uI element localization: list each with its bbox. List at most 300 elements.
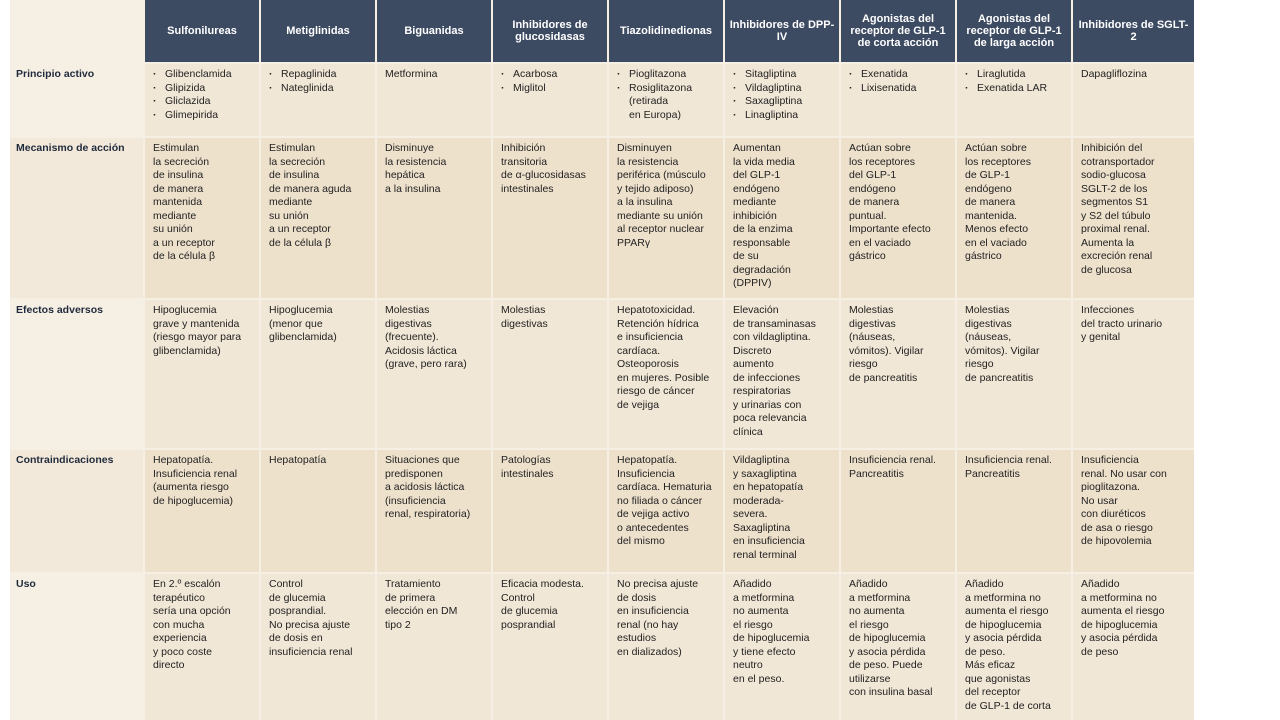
cell-line: gástrico [965,250,1002,262]
cell-line: Dapagliflozina [1081,68,1147,80]
table-cell [724,137,840,299]
cell-line: excreción renal [1081,250,1153,262]
cell-line: Hipoglucemia [153,304,217,316]
table-header [10,0,1194,63]
cell-line: digestivas [501,317,548,330]
cell-line: en el peso. [733,672,785,685]
cell-line: de infecciones [733,371,801,384]
cell-line: de GLP-1 de corta [965,699,1051,712]
cell-line: Molestias [385,304,430,316]
cell-line: del mismo [617,535,665,547]
table-cell [840,137,956,299]
cell-line: (náuseas, [849,331,896,343]
cell-line: no aumenta [733,605,789,617]
cell-line: la secreción [153,155,210,168]
cell-line: en Europa) [629,108,681,121]
cell-line: del tracto urinario [1081,317,1163,330]
cell-line: y poco coste [153,645,212,658]
cell-line: hepática [385,169,425,181]
cell-line: al receptor nuclear [617,223,704,235]
cell-line: intestinales [501,182,554,195]
cell-line: de vejiga [617,398,660,411]
table-cell [144,573,260,720]
cell-line: Añadido [733,578,772,590]
cell-line: con insulina basal [849,686,933,698]
table-cell [956,63,1072,137]
cell-line: Retención hídrica [617,317,699,330]
cell-line: renal, respiratoria) [385,508,471,520]
table-cell [1072,137,1194,299]
cell-line: Discreto [733,344,772,357]
cell-line: digestivas [849,317,896,330]
table-cell [608,137,724,299]
cell-line: experiencia [153,632,207,644]
cell-line: de manera [849,196,900,208]
cell-line: renal (no hay [617,618,679,631]
cell-line: Insuficiencia [617,467,675,480]
header-tiazolidinedionas: Tiazolidinedionas [608,0,724,63]
cell-line: (insuficiencia [385,494,446,507]
cell-line: a la insulina [385,182,441,195]
cell-line: mediante [153,209,197,222]
cell-line: y tejido adiposo) [617,182,694,195]
table-cell [724,299,840,449]
cell-line: Hepatopatía. [617,454,678,466]
header-inhibidores-sglt2: Inhibidores de SGLT-2 [1072,0,1194,63]
cell-line: y tiene efecto [733,645,796,658]
cell-line: · Glipizida [153,82,254,96]
table-cell [956,449,1072,573]
cell-line: Hepatotoxicidad. [617,304,696,316]
cell-line: Añadido [849,578,888,590]
cell-line: aumento [733,358,774,370]
cell-line: Molestias [849,304,894,316]
cell-line: intestinales [501,467,554,480]
cell-line: en hepatopatía [733,481,804,493]
cell-line: (frecuente). [385,331,439,343]
table-cell [492,573,608,720]
cell-line: poca relevancia [733,412,807,424]
cell-line: mediante su unión [617,209,703,222]
table-row [10,137,1194,299]
cell-line: Infecciones [1081,304,1135,316]
cell-line: vómitos). Vigilar [849,344,924,357]
cell-line: de hipoglucemia) [153,494,233,507]
cell-line: de primera [385,591,436,604]
cell-line: Disminuyen [617,142,672,154]
cell-line: y genital [1081,331,1121,343]
cell-line: · Rosiglitazona [617,82,718,96]
cell-line: sodio-glucosa [1081,169,1146,181]
table-cell [492,137,608,299]
cell-line: Disminuye [385,142,435,154]
table-cell [492,63,608,137]
cell-line: del receptor [965,686,1021,698]
cell-line: cardíaca. Hematuria [617,481,712,493]
cell-line: Aumenta la [1081,236,1135,249]
cell-line: Control [501,591,535,604]
cell-line: Osteoporosis [617,358,679,370]
cell-line: insuficiencia renal [269,645,353,658]
cell-line: el riesgo [733,618,773,631]
cell-line: estudios [617,632,657,644]
cell-line: endógeno [849,182,896,195]
cell-line: endógeno [965,182,1012,195]
cell-line: moderada- [733,494,784,507]
table-cell [144,299,260,449]
cell-line: de transaminasas [733,317,816,330]
cell-line: utilizarse [849,672,891,685]
cell-line: proximal renal. [1081,223,1150,235]
table-cell [260,63,376,137]
cell-line: a metformina no [1081,591,1157,604]
cell-line: No precisa ajuste [617,578,699,590]
drug-comparison-sheet [10,0,1194,720]
cell-line: grave y mantenida [153,317,240,330]
table-cell [724,63,840,137]
cell-line: de insulina [153,169,204,181]
cell-line: de GLP-1 [965,169,1010,181]
cell-line: (aumenta riesgo [153,481,229,493]
table-cell [260,299,376,449]
cell-line: degradación [733,263,791,276]
cell-line: · Gliclazida [153,95,254,109]
cell-line: con diuréticos [1081,508,1146,520]
cell-line: En 2.º escalón [153,578,221,590]
cell-line: Hipoglucemia [269,304,333,316]
table-cell [1072,63,1194,137]
cell-line: (náuseas, [965,331,1012,343]
cell-line: (DPPIV) [733,277,772,289]
table-cell [840,449,956,573]
cell-line: la secreción [269,155,326,168]
cell-line: glibenclamida) [153,344,221,357]
cell-line: Inhibición del [1081,142,1143,154]
cell-line: de α-glucosidasas [501,169,586,181]
cell-line: (retirada [629,95,669,107]
cell-line: · Pioglitazona [617,68,718,82]
cell-line: de hipoglucemia [733,632,810,644]
cell-line: · Exenatida [849,68,950,82]
cell-line: renal. No usar con [1081,467,1167,480]
header-biguanidas: Biguanidas [376,0,492,63]
cell-line: Saxagliptina [733,521,791,534]
cell-line: cardíaca. [617,344,661,357]
cell-line: de vejiga activo [617,508,690,520]
table-cell [376,63,492,137]
table-cell [608,63,724,137]
cell-line: de hipovolemia [1081,535,1152,547]
table-cell [840,573,956,720]
cell-line: endógeno [733,182,780,195]
cell-line: severa. [733,508,768,520]
cell-line: posprandial [501,618,556,631]
cell-line: de peso. [965,645,1006,658]
cell-line: · Liraglutida [965,68,1066,82]
cell-line: Pancreatitis [965,467,1020,480]
cell-line: Elevación [733,304,779,316]
cell-line: vómitos). Vigilar [965,344,1040,357]
cell-line: a un receptor [153,236,215,249]
antidiabetic-drugs-table [10,0,1194,720]
cell-line: de la célula β [269,236,332,249]
cell-line: a acidosis láctica [385,481,465,493]
table-row [10,449,1194,573]
table-cell [260,449,376,573]
cell-line: Insuficiencia renal [153,467,238,480]
cell-line: Menos efecto [965,223,1029,235]
cell-line: · Nateglinida [269,82,370,96]
cell-line: de dosis en [269,632,323,644]
cell-line: periférica (músculo [617,169,706,181]
table-body [10,63,1194,720]
header-inhibidores-glucosidasas: Inhibidores de glucosidasas [492,0,608,63]
cell-line: y asocia pérdida [1081,632,1158,644]
cell-line: de dosis [617,591,657,604]
row-label: Efectos adversos [10,299,144,449]
table-cell [608,299,724,449]
cell-line: Pancreatitis [849,467,904,480]
cell-line: la resistencia [385,155,447,168]
cell-line: de hipoglucemia [965,618,1042,631]
cell-line: · Glimepirida [153,109,254,123]
cell-line: Estimulan [153,142,200,154]
cell-line: de hipoglucemia [849,632,926,644]
cell-line: Hepatopatía [269,454,327,466]
row-label: Uso [10,573,144,720]
cell-line: de pancreatitis [965,371,1034,384]
cell-line: Inhibición [501,142,546,154]
cell-line: de glucemia [269,591,326,604]
cell-line: · Glibenclamida [153,68,254,82]
cell-line: aumenta el riesgo [965,605,1049,617]
cell-line: · Vildagliptina [733,82,834,96]
cell-line: gástrico [849,250,886,262]
header-glp1-larga: Agonistas del receptor de GLP-1 de larga acción [956,0,1072,63]
cell-line: (grave, pero rara) [385,358,467,370]
cell-line: Molestias [501,304,546,316]
cell-line: (riesgo mayor para [153,331,242,343]
cell-line: y saxagliptina [733,467,797,480]
cell-line: segmentos S1 [1081,196,1149,208]
cell-line: responsable [733,236,791,249]
cell-line: · Acarbosa [501,68,602,82]
cell-line: su unión [153,223,193,235]
table-cell [956,573,1072,720]
cell-line: a metformina [733,591,795,604]
cell-line: en el vaciado [965,236,1027,249]
cell-line: Tratamiento [385,578,441,590]
cell-line: glibenclamida) [269,331,337,343]
cell-line: riesgo [965,358,994,370]
cell-line: de insulina [269,169,320,181]
cell-line: cotransportador [1081,155,1155,168]
cell-line: que agonistas [965,672,1031,685]
table-cell [144,449,260,573]
cell-line: de peso. Puede [849,659,923,671]
cell-line: con vildagliptina. [733,331,811,343]
table-row [10,573,1194,720]
cell-line: en dializados) [617,645,682,658]
table-cell [956,299,1072,449]
header-sulfonilureas: Sulfonilureas [144,0,260,63]
cell-line: Molestias [965,304,1010,316]
cell-line: respiratorias [733,385,791,397]
cell-line: riesgo de cáncer [617,385,695,397]
cell-line: en insuficiencia [733,535,805,547]
cell-line: Más eficaz [965,659,1016,671]
cell-line: · Exenatida LAR [965,82,1066,96]
cell-line: de glucemia [501,605,558,617]
table-cell [608,573,724,720]
cell-line: la vida media [733,155,795,168]
cell-line: o antecedentes [617,521,689,534]
cell-line: riesgo [849,358,878,370]
cell-line: los receptores [849,155,915,168]
cell-line: aumenta el riesgo [1081,605,1165,617]
table-row [10,299,1194,449]
cell-line: renal terminal [733,548,797,561]
cell-line: y asocia pérdida [965,632,1042,644]
table-cell [840,63,956,137]
table-cell [492,449,608,573]
cell-line: Estimulan [269,142,316,154]
cell-line: y urinarias con [733,398,802,411]
cell-line: la resistencia [617,155,679,168]
cell-line: directo [153,659,185,671]
cell-line: mediante [733,196,777,208]
header-corner [10,0,144,63]
row-label: Contraindicaciones [10,449,144,573]
table-cell [376,137,492,299]
cell-line: de la enzima [733,223,793,235]
cell-line: · Sitagliptina [733,68,834,82]
cell-line: neutro [733,659,763,671]
cell-line: SGLT-2 de los [1081,182,1148,195]
cell-line: pioglitazona. [1081,481,1140,493]
cell-line: de peso [1081,645,1119,658]
cell-line: de la célula β [153,250,216,262]
cell-line: · Saxagliptina [733,95,834,109]
cell-line: Eficacia modesta. [501,578,584,590]
table-cell [724,573,840,720]
cell-line: no filiada o cáncer [617,494,703,507]
table-cell [376,449,492,573]
cell-line: digestivas [965,317,1012,330]
table-cell [144,63,260,137]
table-cell [144,137,260,299]
table-cell [956,137,1072,299]
cell-line: de hipoglucemia [1081,618,1158,631]
cell-line: y S2 del túbulo [1081,209,1151,222]
cell-line: de manera [965,196,1016,208]
cell-line: del GLP-1 [733,169,781,181]
cell-line: su unión [269,209,309,222]
cell-line: el riesgo [849,618,889,631]
cell-line: PPARγ [617,236,651,249]
cell-line: a la insulina [617,196,673,208]
table-cell [376,299,492,449]
cell-line: Hepatopatía. [153,454,214,466]
table-cell [492,299,608,449]
table-cell [608,449,724,573]
cell-line: en el vaciado [849,236,911,249]
cell-line: y asocia pérdida [849,645,926,658]
cell-line: de manera aguda [269,182,352,195]
cell-line: Actúan sobre [965,142,1027,154]
cell-line: a un receptor [269,223,331,235]
table-cell [1072,299,1194,449]
cell-line: (menor que [269,317,323,330]
cell-line: Añadido [1081,578,1120,590]
cell-line: Situaciones que [385,454,460,466]
cell-line: elección en DM [385,605,458,617]
cell-line: Insuficiencia [1081,454,1139,466]
table-cell [260,573,376,720]
cell-line: Añadido [965,578,1004,590]
cell-line: a metformina [849,591,911,604]
table-cell [840,299,956,449]
cell-line: mediante [269,196,313,208]
cell-line: Importante efecto [849,223,931,235]
cell-line: Insuficiencia renal. [965,454,1052,466]
cell-line: con mucha [153,618,205,631]
row-label: Mecanismo de acción [10,137,144,299]
cell-line: Control [269,578,303,590]
cell-line: posprandial. [269,605,327,617]
cell-line: de asa o riesgo [1081,521,1153,534]
cell-line: tipo 2 [385,618,411,631]
table-row [10,63,1194,137]
cell-line: Patologías [501,454,551,466]
header-glp1-corta: Agonistas del receptor de GLP-1 de corta acción [840,0,956,63]
row-label: Principio activo [10,63,144,137]
cell-line: · Repaglinida [269,68,370,82]
table-cell [1072,573,1194,720]
cell-line: clínica [733,425,763,438]
table-cell [260,137,376,299]
cell-line: Vildagliptina [733,454,790,466]
table-cell [1072,449,1194,573]
cell-line: digestivas [385,317,432,330]
cell-line: Acidosis láctica [385,344,457,357]
cell-line: transitoria [501,155,548,168]
cell-line: en insuficiencia [617,605,689,617]
header-inhibidores-dpp-iv: Inhibidores de DPP-IV [724,0,840,63]
cell-line: puntual. [849,209,887,222]
cell-line: de glucosa [1081,263,1132,276]
cell-line: mantenida. [965,209,1017,222]
cell-line: · Lixisenatida [849,82,950,96]
cell-line: mantenida [153,196,203,208]
cell-line: en mujeres. Posible [617,371,710,384]
cell-line: no aumenta [849,605,905,617]
cell-line: Actúan sobre [849,142,911,154]
cell-line: · Linagliptina [733,109,834,123]
table-cell [376,573,492,720]
cell-line: No usar [1081,494,1118,507]
header-metiglinidas: Metiglinidas [260,0,376,63]
cell-line: de manera [153,182,204,195]
cell-line: terapéutico [153,591,205,604]
cell-line: Metformina [385,68,438,80]
cell-line: Insuficiencia renal. [849,454,936,466]
table-cell [724,449,840,573]
cell-line: los receptores [965,155,1031,168]
cell-line: de su [733,250,759,262]
cell-line: e insuficiencia [617,331,683,343]
cell-line: No precisa ajuste [269,618,351,631]
